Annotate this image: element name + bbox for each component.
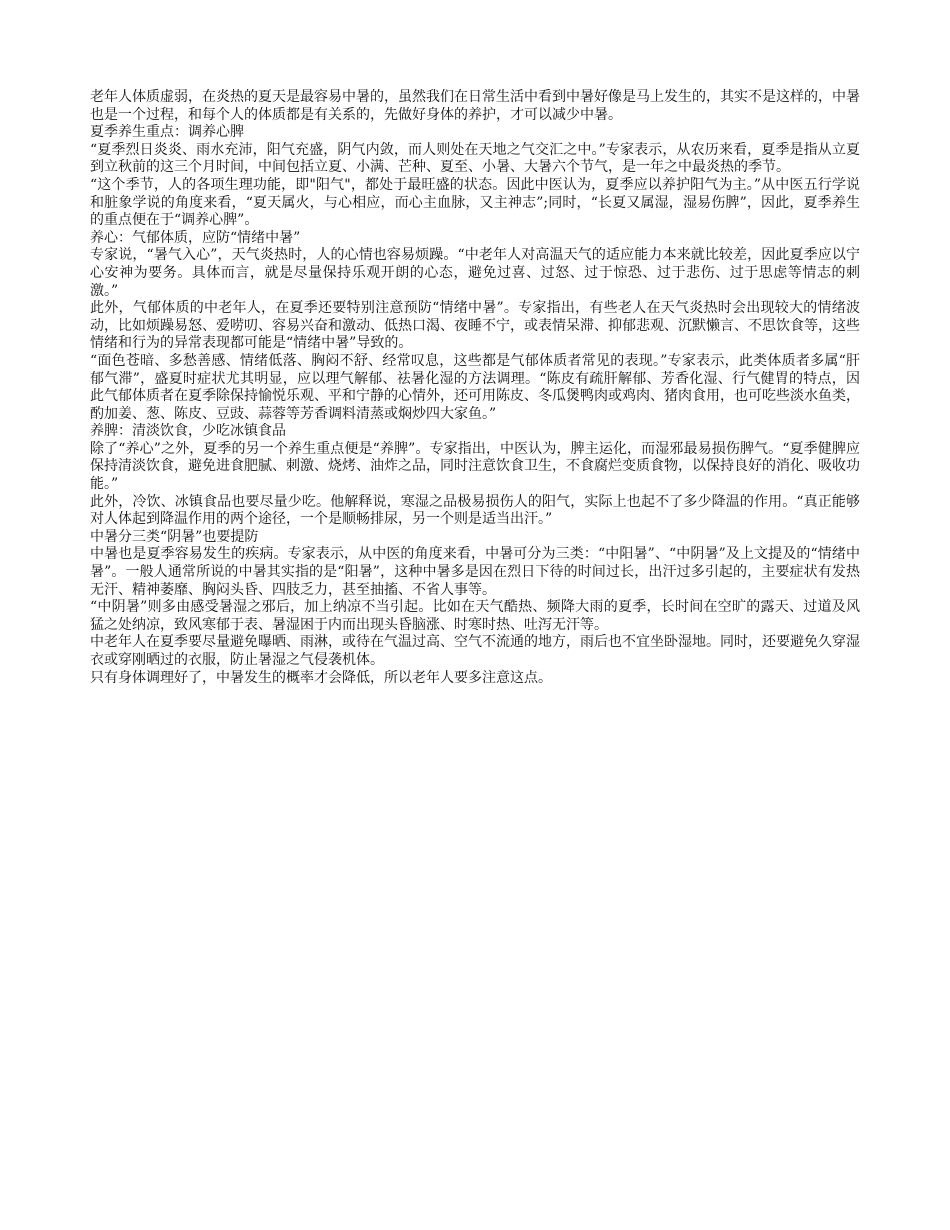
intro-paragraph: 老年人体质虚弱，在炎热的夏天是最容易中暑的，虽然我们在日常生活中看到中暑好像是马上发生的，其实不是这样的，中暑也是一个过程，和每个人的体质都是有关系的，先做好身体的养护，才可以减少中暑。: [90, 89, 860, 123]
body-paragraph: “这个季节，人的各项生理功能，即"阳气"，都处于最旺盛的状态。因此中医认为，夏季应以养护阳气为主。”从中医五行学说和脏象学说的角度来看，“夏天属火，与心相应，而心主血脉，又主神志”;同时，“长夏又属湿，湿易伤脾”，因此，夏季养生的重点便在于“调养心脾”。: [90, 176, 860, 229]
body-paragraph: 此外，冷饮、冰镇食品也要尽量少吃。他解释说，寒湿之品极易损伤人的阳气，实际上也起不了多少降温的作用。“真正能够对人体起到降温作用的两个途径，一个是顺畅排尿，另一个则是适当出汗。”: [90, 493, 860, 528]
body-paragraph: 除了“养心”之外，夏季的另一个养生重点便是“养脾”。专家指出，中医认为，脾主运化，而湿邪最易损伤脾气。“夏季健脾应保持清淡饮食，避免进食肥腻、刺激、烧烤、油炸之品，同时注意饮食卫生，不食腐烂变质食物，以保持良好的消化、吸收功能。”: [90, 440, 860, 493]
article-body: [90, 89, 860, 687]
body-paragraph: 中老年人在夏季要尽量避免曝晒、雨淋，或待在气温过高、空气不流通的地方，雨后也不宜坐卧湿地。同时，还要避免久穿湿衣或穿刚晒过的衣服，防止暑湿之气侵袭机体。: [90, 634, 860, 668]
section-heading-summer-health: 夏季养生重点：调养心脾: [90, 124, 244, 141]
section-heading-nourish-spleen: 养脾：清淡饮食，少吃冰镇食品: [90, 423, 286, 440]
body-paragraph: 此外，气郁体质的中老年人，在夏季还要特别注意预防“情绪中暑”。专家指出，有些老人在天气炎热时会出现较大的情绪波动，比如烦躁易怒、爱唠叨、容易兴奋和激动、低热口渴、夜睡不宁，或表情呆滞、抑郁悲观、沉默懒言、不思饮食等，这些情绪和行为的异常表现都可能是“情绪中暑”导致的。: [90, 300, 860, 352]
body-paragraph: “面色苍暗、多愁善感、情绪低落、胸闷不舒、经常叹息，这些都是气郁体质者常见的表现。”专家表示，此类体质者多属“肝郁气滞”，盛夏时症状尤其明显，应以理气解郁、祛暑化湿的方法调理。“陈皮有疏肝解郁、芳香化湿、行气健胃的特点，因此气郁体质者在夏季除保持愉悦乐观、平和宁静的心情外，还可用陈皮、冬瓜煲鸭肉或鸡肉、猪肉食用，也可吃些淡水鱼类，酌加姜、葱、陈皮、豆豉、蒜蓉等芳香调料清蒸或焖炒四大家鱼。”: [90, 352, 860, 422]
body-paragraph: “中阴暑”则多由感受暑湿之邪后，加上纳凉不当引起。比如在天气酷热、频降大雨的夏季，长时间在空旷的露天、过道及风猛之处纳凉，致风寒郁于表、暑湿困于内而出现头昏脑涨、时寒时热、吐泻无汗等。: [90, 599, 860, 633]
body-paragraph: 中暑也是夏季容易发生的疾病。专家表示，从中医的角度来看，中暑可分为三类：“中阳暑”、“中阴暑”及上文提及的“情绪中暑”。一般人通常所说的中暑其实指的是“阳暑”，这种中暑多是因在烈日下待的时间过长，出汗过多引起的，主要症状有发热无汗、精神萎靡、胸闷头昏、四肢乏力，甚至抽搐、不省人事等。: [90, 546, 860, 598]
section-heading-nourish-heart: 养心：气郁体质，应防“情绪中暑”: [90, 229, 301, 246]
closing-paragraph: 只有身体调理好了，中暑发生的概率才会降低，所以老年人要多注意这点。: [90, 669, 552, 686]
section-heading-heatstroke-types: 中暑分三类“阴暑”也要提防: [90, 528, 259, 545]
body-paragraph: “夏季烈日炎炎、雨水充沛，阳气充盛，阴气内敛，而人则处在天地之气交汇之中。”专家表示，从农历来看，夏季是指从立夏到立秋前的这三个月时间，中间包括立夏、小满、芒种、夏至、小暑、大暑六个节气，是一年之中最炎热的季节。: [90, 141, 860, 176]
body-paragraph: 专家说，“暑气入心”，天气炎热时，人的心情也容易烦躁。“中老年人对高温天气的适应能力本来就比较差，因此夏季应以宁心安神为要务。具体而言，就是尽量保持乐观开朗的心态，避免过喜、过怒、过于惊恐、过于悲伤、过于思虑等情志的刺激。”: [90, 247, 860, 299]
